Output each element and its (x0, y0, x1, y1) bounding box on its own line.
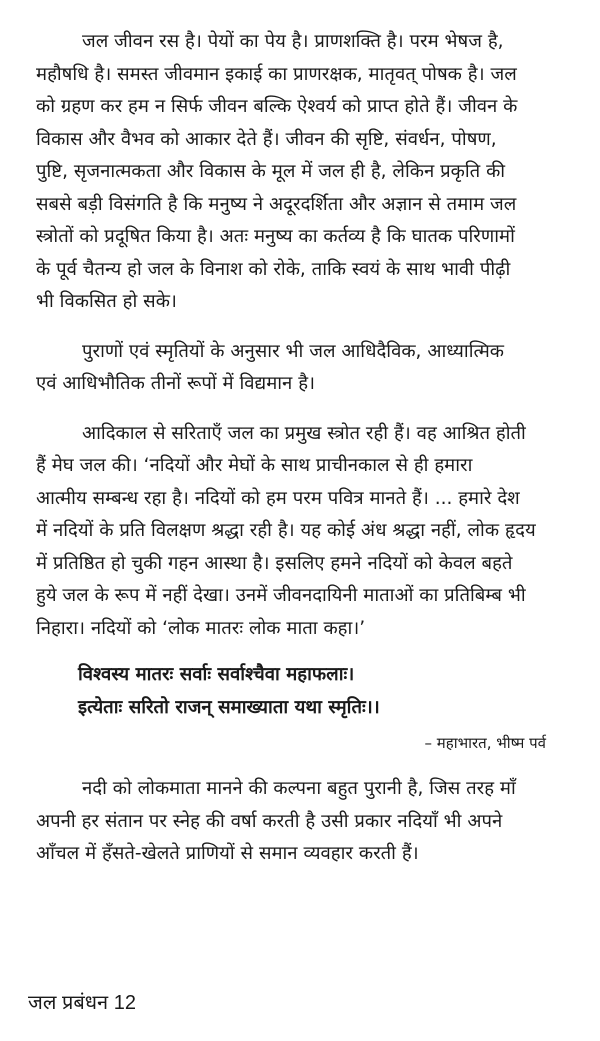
text-line: के पूर्व चैतन्य हो जल के विनाश को रोके, ताकि स्वयं के साथ भावी पीढ़ी (36, 258, 511, 280)
text-line: पुराणों एवं स्मृतियों के अनुसार भी जल आधिदैविक, आध्यात्मिक (82, 340, 504, 362)
sanskrit-verse (36, 659, 572, 724)
paragraph-river-mother (36, 773, 572, 871)
text-line: विकास और वैभव को आकार देते हैं। जीवन की सृष्टि, संवर्धन, पोषण, (36, 128, 497, 150)
verse-line: इत्येताः सरितो राजन् समाख्याता यथा स्मृतिः।। (78, 696, 380, 718)
text-line: में नदियों के प्रति विलक्षण श्रद्धा रही है। यह कोई अंध श्रद्धा नहीं, लोक हृदय (36, 520, 536, 541)
text-line: निहारा। नदियों को ‘लोक मातरः लोक माता कहा।’ (36, 617, 366, 639)
paragraph-spacer (36, 319, 572, 336)
text-line: एवं आधिभौतिक तीनों रूपों में विद्यमान है। (36, 373, 316, 394)
text-line: स्त्रोतों को प्रदूषित किया है। अतः मनुष्य का कर्तव्य है कि घातक परिणामों (36, 226, 515, 247)
text-line: हैं मेघ जल की। ‘नदियों और मेघों के साथ प्राचीनकाल से ही हमारा (36, 455, 473, 476)
text-line: आदिकाल से सरिताएँ जल का प्रमुख स्त्रोत रही हैं। वह आश्रित होती (82, 422, 526, 444)
text-line: अपनी हर संतान पर स्नेह की वर्षा करती है उसी प्रकार नदियाँ भी अपने (36, 810, 503, 832)
verse-citation: – महाभारत, भीष्म पर्व (424, 734, 546, 752)
text-line: महौषधि है। समस्त जीवमान इकाई का प्राणरक्षक, मातृवत् पोषक है। जल (36, 63, 517, 85)
text-line: भी विकसित हो सके। (36, 291, 177, 312)
text-line: सबसे बड़ी विसंगति है कि मनुष्य ने अदूरदर्शिता और अज्ञान से तमाम जल (36, 193, 517, 215)
text-line: नदी को लोकमाता मानने की कल्पना बहुत पुरानी है, जिस तरह माँ (82, 778, 516, 799)
paragraph-spacer (36, 645, 572, 659)
text-line: जल जीवन रस है। पेयों का पेय है। प्राणशक्ति है। परम भेषज है, (82, 31, 504, 52)
text-line: आत्मीय सम्बन्ध रहा है। नदियों को हम परम पवित्र मानते हैं। ... हमारे देश (36, 487, 520, 509)
page-body (36, 26, 572, 871)
text-line: आँचल में हँसते-खेलते प्राणियों से समान व्यवहार करती हैं। (36, 843, 419, 864)
page-footer-running-title: जल प्रबंधन 12 (28, 992, 136, 1014)
paragraph-spacer (36, 401, 572, 418)
text-line: पुष्टि, सृजनात्मकता और विकास के मूल में जल ही है, लेकिन प्रकृति की (36, 161, 506, 182)
text-line: हुये जल के रूप में नहीं देखा। उनमें जीवनदायिनी माताओं का प्रतिबिम्ब भी (36, 585, 526, 606)
paragraph-water-essence (36, 26, 572, 319)
verse-line: विश्वस्य मातरः सर्वाः सर्वाश्चैवा महाफलाः। (78, 664, 355, 685)
paragraph-rivers (36, 418, 572, 646)
paragraph-spacer (36, 756, 572, 773)
text-line: को ग्रहण कर हम न सिर्फ जीवन बल्कि ऐश्वर्य को प्राप्त होते हैं। जीवन के (36, 96, 518, 117)
text-line: में प्रतिष्ठित हो चुकी गहन आस्था है। इसलिए हमने नदियों को केवल बहते (36, 552, 513, 574)
paragraph-puranas (36, 336, 572, 401)
